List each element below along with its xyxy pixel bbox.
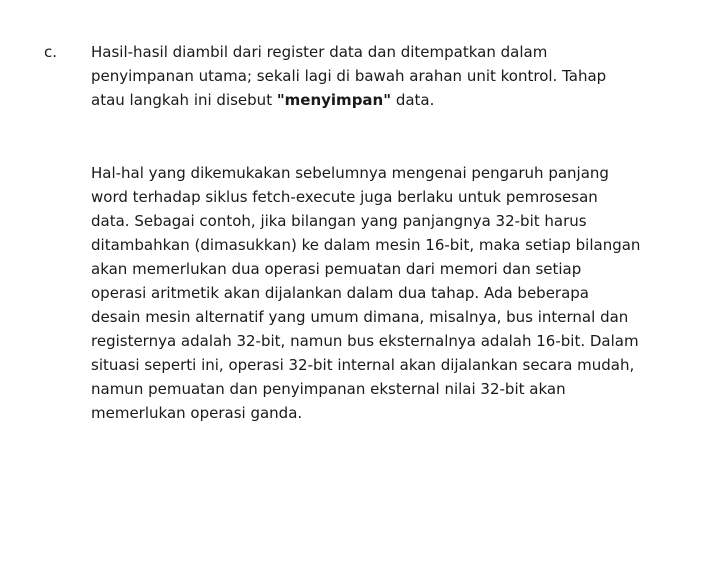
list-item-line: Hasil-hasil diambil dari register data dan ditempatkan dalam xyxy=(91,43,548,61)
paragraph-line: namun pemuatan dan penyimpanan eksternal nilai 32-bit akan xyxy=(91,380,566,398)
list-item-text-segment: atau langkah ini disebut xyxy=(91,91,277,109)
paragraph-line: data. Sebagai contoh, jika bilangan yang panjangnya 32-bit harus xyxy=(91,212,587,230)
paragraph-line: operasi aritmetik akan dijalankan dalam dua tahap. Ada beberapa xyxy=(91,284,589,302)
list-item-line xyxy=(91,88,691,112)
paragraph-line: Hal-hal yang dikemukakan sebelumnya mengenai pengaruh panjang xyxy=(91,164,609,182)
list-item-text xyxy=(91,40,691,112)
paragraph-line: situasi seperti ini, operasi 32-bit internal akan dijalankan secara mudah, xyxy=(91,356,635,374)
paragraph-line: registernya adalah 32-bit, namun bus eksternalnya adalah 16-bit. Dalam xyxy=(91,332,639,350)
paragraph-line: desain mesin alternatif yang umum dimana, misalnya, bus internal dan xyxy=(91,308,629,326)
body-paragraph xyxy=(91,161,691,425)
list-item-text-segment: data. xyxy=(391,91,435,109)
paragraph-line: ditambahkan (dimasukkan) ke dalam mesin 16-bit, maka setiap bilangan xyxy=(91,236,641,254)
paragraph-line: memerlukan operasi ganda. xyxy=(91,404,303,422)
paragraph-line: akan memerlukan dua operasi pemuatan dari memori dan setiap xyxy=(91,260,582,278)
list-item-marker: c. xyxy=(44,43,58,61)
list-item-line: penyimpanan utama; sekali lagi di bawah arahan unit kontrol. Tahap xyxy=(91,67,607,85)
paragraph-line: word terhadap siklus fetch-execute juga berlaku untuk pemrosesan xyxy=(91,188,598,206)
emphasis-term: "menyimpan" xyxy=(276,91,392,109)
